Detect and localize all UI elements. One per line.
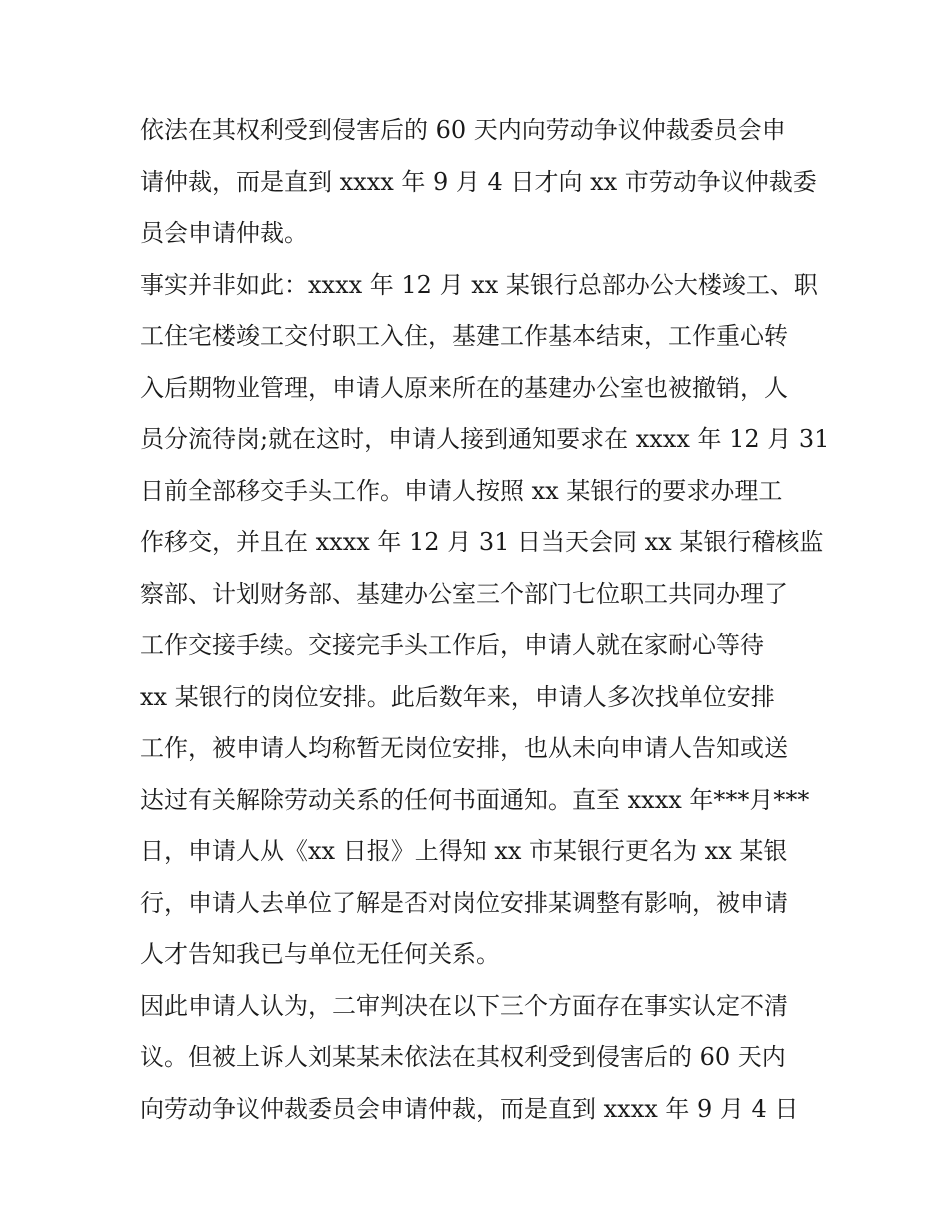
text-line: 向劳动争议仲裁委员会申请仲裁，而是直到 xxxx 年 9 月 4 日 — [140, 1094, 799, 1123]
text-line: 请仲裁，而是直到 xxxx 年 9 月 4 日才向 xx 市劳动争议仲裁委 — [140, 167, 817, 196]
text-line: 员会申请仲裁。 — [140, 219, 308, 247]
text-line: 行，申请人去单位了解是否对岗位安排某调整有影响，被申请 — [140, 888, 788, 917]
text-line: 工作，被申请人均称暂无岗位安排，也从未向申请人告知或送 — [140, 734, 788, 762]
text-line: 议。但被上诉人刘某某未依法在其权利受到侵害后的 60 天内 — [140, 1043, 786, 1071]
text-line: 日，申请人从《xx 日报》上得知 xx 市某银行更名为 xx 某银 — [140, 837, 788, 865]
text-line: 员分流待岗;就在这时，申请人接到通知要求在 xxxx 年 12 月 31 — [140, 425, 830, 453]
text-line: 作移交，并且在 xxxx 年 12 月 31 日当天会同 xx 某银行稽核监 — [140, 528, 824, 556]
text-line: 因此申请人认为，二审判决在以下三个方面存在事实认定不清 — [140, 991, 788, 1020]
document-body — [140, 105, 830, 1135]
text-line: 入后期物业管理，申请人原来所在的基建办公室也被撤销，人 — [140, 373, 788, 402]
text-line: 依法在其权利受到侵害后的 60 天内向劳动争议仲裁委员会申 — [140, 116, 786, 144]
text-line: xx 某银行的岗位安排。此后数年来，申请人多次找单位安排 — [140, 682, 775, 711]
text-line: 工作交接手续。交接完手头工作后，申请人就在家耐心等待 — [140, 631, 764, 659]
text-line: 事实并非如此：xxxx 年 12 月 xx 某银行总部办公大楼竣工、职 — [140, 270, 818, 299]
text-line: 人才告知我已与单位无任何关系。 — [140, 940, 500, 968]
text-line: 工住宅楼竣工交付职工入住，基建工作基本结束，工作重心转 — [140, 322, 788, 350]
text-line: 察部、计划财务部、基建办公室三个部门七位职工共同办理了 — [140, 579, 788, 608]
text-line: 达过有关解除劳动关系的任何书面通知。直至 xxxx 年***月*** — [140, 785, 810, 814]
text-line: 日前全部移交手头工作。申请人按照 xx 某银行的要求办理工 — [140, 476, 783, 505]
